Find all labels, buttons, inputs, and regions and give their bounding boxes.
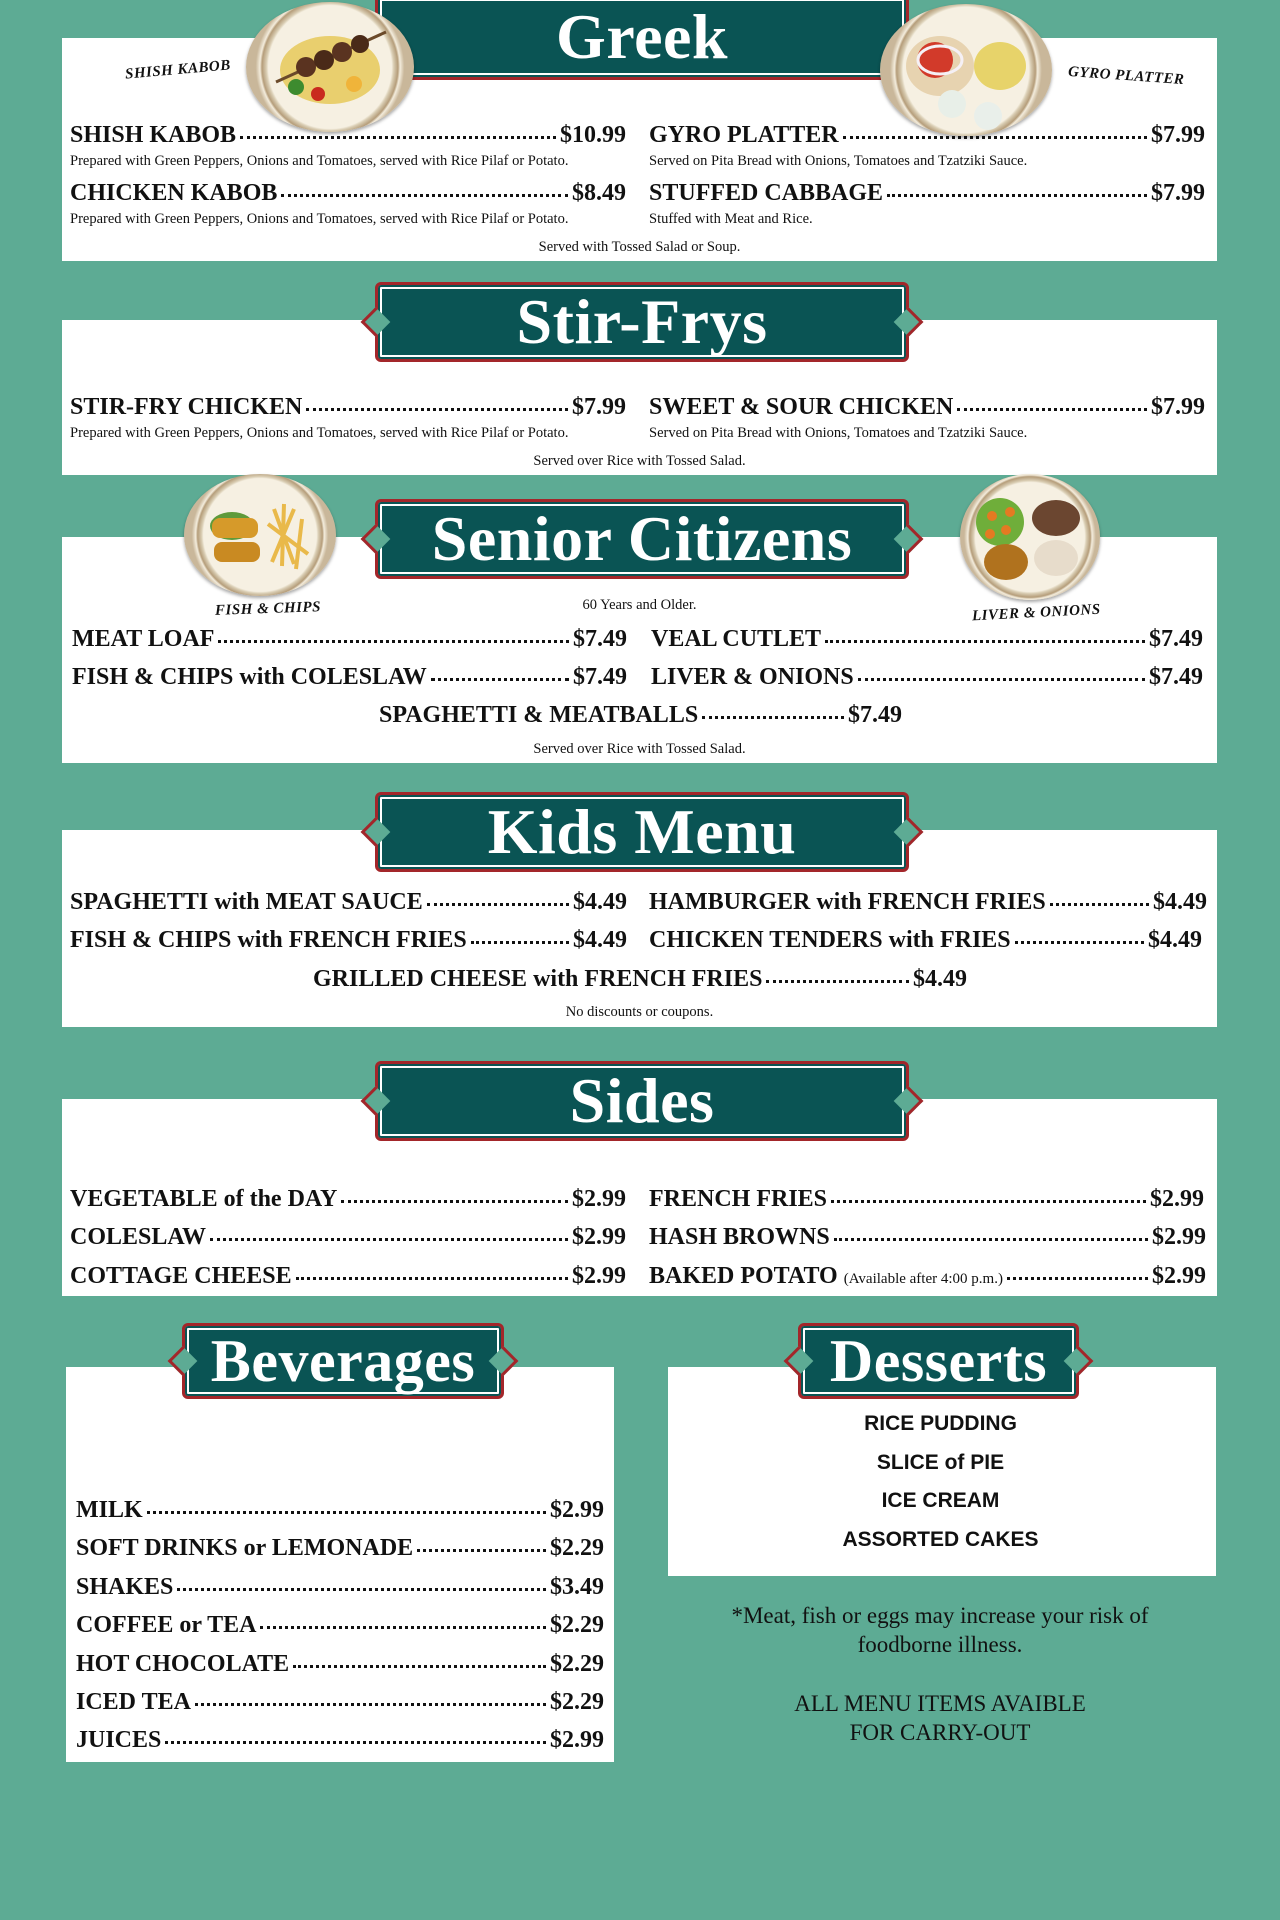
carry-out-notice bbox=[660, 1689, 1220, 1747]
gyro-platter-photo-label: GYRO PLATTER bbox=[1067, 63, 1185, 89]
menu-item-grilled-cheese: GRILLED CHEESE with FRENCH FRIES $4.49 bbox=[313, 966, 967, 992]
fish-chips-photo-label: FISH & CHIPS bbox=[214, 599, 322, 619]
shish-kabob-photo bbox=[246, 2, 414, 132]
carry-out-line-1: ALL MENU ITEMS AVAIBLE bbox=[794, 1691, 1086, 1716]
menu-item-cottage-cheese: COTTAGE CHEESE $2.99 bbox=[70, 1263, 626, 1289]
liver-onions-photo-label: LIVER & ONIONS bbox=[971, 601, 1102, 625]
menu-item-iced-tea: ICED TEA $2.29 bbox=[76, 1689, 604, 1715]
menu-item-french-fries: FRENCH FRIES $2.99 bbox=[649, 1186, 1204, 1212]
menu-item-juices: JUICES $2.99 bbox=[76, 1727, 604, 1753]
health-warning-line-2: foodborne illness. bbox=[857, 1632, 1023, 1657]
menu-item-spaghetti-meat-sauce: SPAGHETTI with MEAT SAUCE $4.49 bbox=[70, 889, 627, 915]
menu-item-hash-browns: HASH BROWNS $2.99 bbox=[649, 1224, 1206, 1250]
shish-kabob-photo-label: SHISH KABOB bbox=[124, 57, 232, 83]
dessert-item-ice-cream: ICE CREAM bbox=[881, 1489, 1000, 1512]
menu-item-sweet-sour-chicken: SWEET & SOUR CHICKEN $7.99 bbox=[649, 394, 1205, 420]
kids-title: Kids Menu bbox=[375, 792, 909, 872]
menu-item-shakes: SHAKES $3.49 bbox=[76, 1574, 604, 1600]
dessert-item-assorted-cakes: ASSORTED CAKES bbox=[842, 1528, 1039, 1551]
menu-item-gyro-platter: GYRO PLATTER $7.99 bbox=[649, 122, 1205, 148]
stirfry-note: Served over Rice with Tossed Salad. bbox=[533, 453, 746, 469]
fish-chips-image-icon bbox=[184, 474, 336, 596]
menu-item-fish-chips-fries: FISH & CHIPS with FRENCH FRIES $4.49 bbox=[70, 927, 627, 953]
menu-item-hamburger-fries: HAMBURGER with FRENCH FRIES $4.49 bbox=[649, 889, 1207, 915]
stirfry-title: Stir-Frys bbox=[375, 282, 909, 362]
menu-item-desc: Served on Pita Bread with Onions, Tomatoes and Tzatziki Sauce. bbox=[649, 425, 1028, 441]
fish-chips-photo bbox=[184, 474, 336, 596]
menu-item-stir-fry-chicken: STIR-FRY CHICKEN $7.99 bbox=[70, 394, 626, 420]
senior-title: Senior Citizens bbox=[375, 499, 909, 579]
menu-item-coffee-tea: COFFEE or TEA $2.29 bbox=[76, 1612, 604, 1638]
menu-item-desc: Prepared with Green Peppers, Onions and Tomatoes, served with Rice Pilaf or Potato. bbox=[70, 153, 569, 169]
menu-item-meat-loaf: MEAT LOAF $7.49 bbox=[72, 626, 627, 652]
senior-note: Served over Rice with Tossed Salad. bbox=[533, 741, 746, 757]
liver-onions-photo bbox=[960, 474, 1100, 600]
menu-item-stuffed-cabbage: STUFFED CABBAGE $7.99 bbox=[649, 180, 1205, 206]
menu-item-fish-chips-coleslaw: FISH & CHIPS with COLESLAW $7.49 bbox=[72, 664, 627, 690]
menu-item-desc: Prepared with Green Peppers, Onions and Tomatoes, served with Rice Pilaf or Potato. bbox=[70, 425, 569, 441]
menu-item-baked-potato: BAKED POTATO (Available after 4:00 p.m.) $2.99 bbox=[649, 1263, 1206, 1289]
health-warning bbox=[660, 1601, 1220, 1659]
menu-item-spaghetti-meatballs: SPAGHETTI & MEATBALLS $7.49 bbox=[379, 702, 902, 728]
menu-item-desc: Served on Pita Bread with Onions, Tomatoes and Tzatziki Sauce. bbox=[649, 153, 1028, 169]
carry-out-line-2: FOR CARRY-OUT bbox=[849, 1720, 1031, 1745]
gyro-platter-photo bbox=[880, 4, 1052, 136]
menu-item-soft-drinks: SOFT DRINKS or LEMONADE $2.29 bbox=[76, 1535, 604, 1561]
menu-item-veal-cutlet: VEAL CUTLET $7.49 bbox=[651, 626, 1203, 652]
menu-item-shish-kabob: SHISH KABOB $10.99 bbox=[70, 122, 626, 148]
menu-item-liver-onions: LIVER & ONIONS $7.49 bbox=[651, 664, 1203, 690]
availability-note: (Available after 4:00 p.m.) bbox=[843, 1271, 1003, 1287]
kids-note: No discounts or coupons. bbox=[565, 1004, 714, 1020]
gyro-platter-image-icon bbox=[880, 4, 1052, 136]
menu-item-hot-chocolate: HOT CHOCOLATE $2.29 bbox=[76, 1651, 604, 1677]
health-warning-line-1: *Meat, fish or eggs may increase your risk of bbox=[731, 1603, 1149, 1628]
beverages-title: Beverages bbox=[182, 1323, 504, 1399]
menu-item-chicken-kabob: CHICKEN KABOB $8.49 bbox=[70, 180, 626, 206]
menu-item-desc: Prepared with Green Peppers, Onions and Tomatoes, served with Rice Pilaf or Potato. bbox=[70, 211, 569, 227]
liver-onions-image-icon bbox=[960, 474, 1100, 600]
sides-title: Sides bbox=[375, 1061, 909, 1141]
menu-item-vegetable-of-the-day: VEGETABLE of the DAY $2.99 bbox=[70, 1186, 626, 1212]
senior-subtitle: 60 Years and Older. bbox=[582, 597, 697, 613]
menu-item-coleslaw: COLESLAW $2.99 bbox=[70, 1224, 626, 1250]
greek-title: Greek bbox=[375, 0, 909, 80]
desserts-title: Desserts bbox=[798, 1323, 1079, 1399]
menu-item-desc: Stuffed with Meat and Rice. bbox=[649, 211, 813, 227]
menu-item-milk: MILK $2.99 bbox=[76, 1497, 604, 1523]
greek-note: Served with Tossed Salad or Soup. bbox=[538, 239, 741, 255]
menu-item-chicken-tenders: CHICKEN TENDERS with FRIES $4.49 bbox=[649, 927, 1202, 953]
shish-kabob-image-icon bbox=[246, 2, 414, 132]
dessert-item-rice-pudding: RICE PUDDING bbox=[864, 1412, 1017, 1435]
dessert-item-slice-of-pie: SLICE of PIE bbox=[876, 1451, 1005, 1474]
